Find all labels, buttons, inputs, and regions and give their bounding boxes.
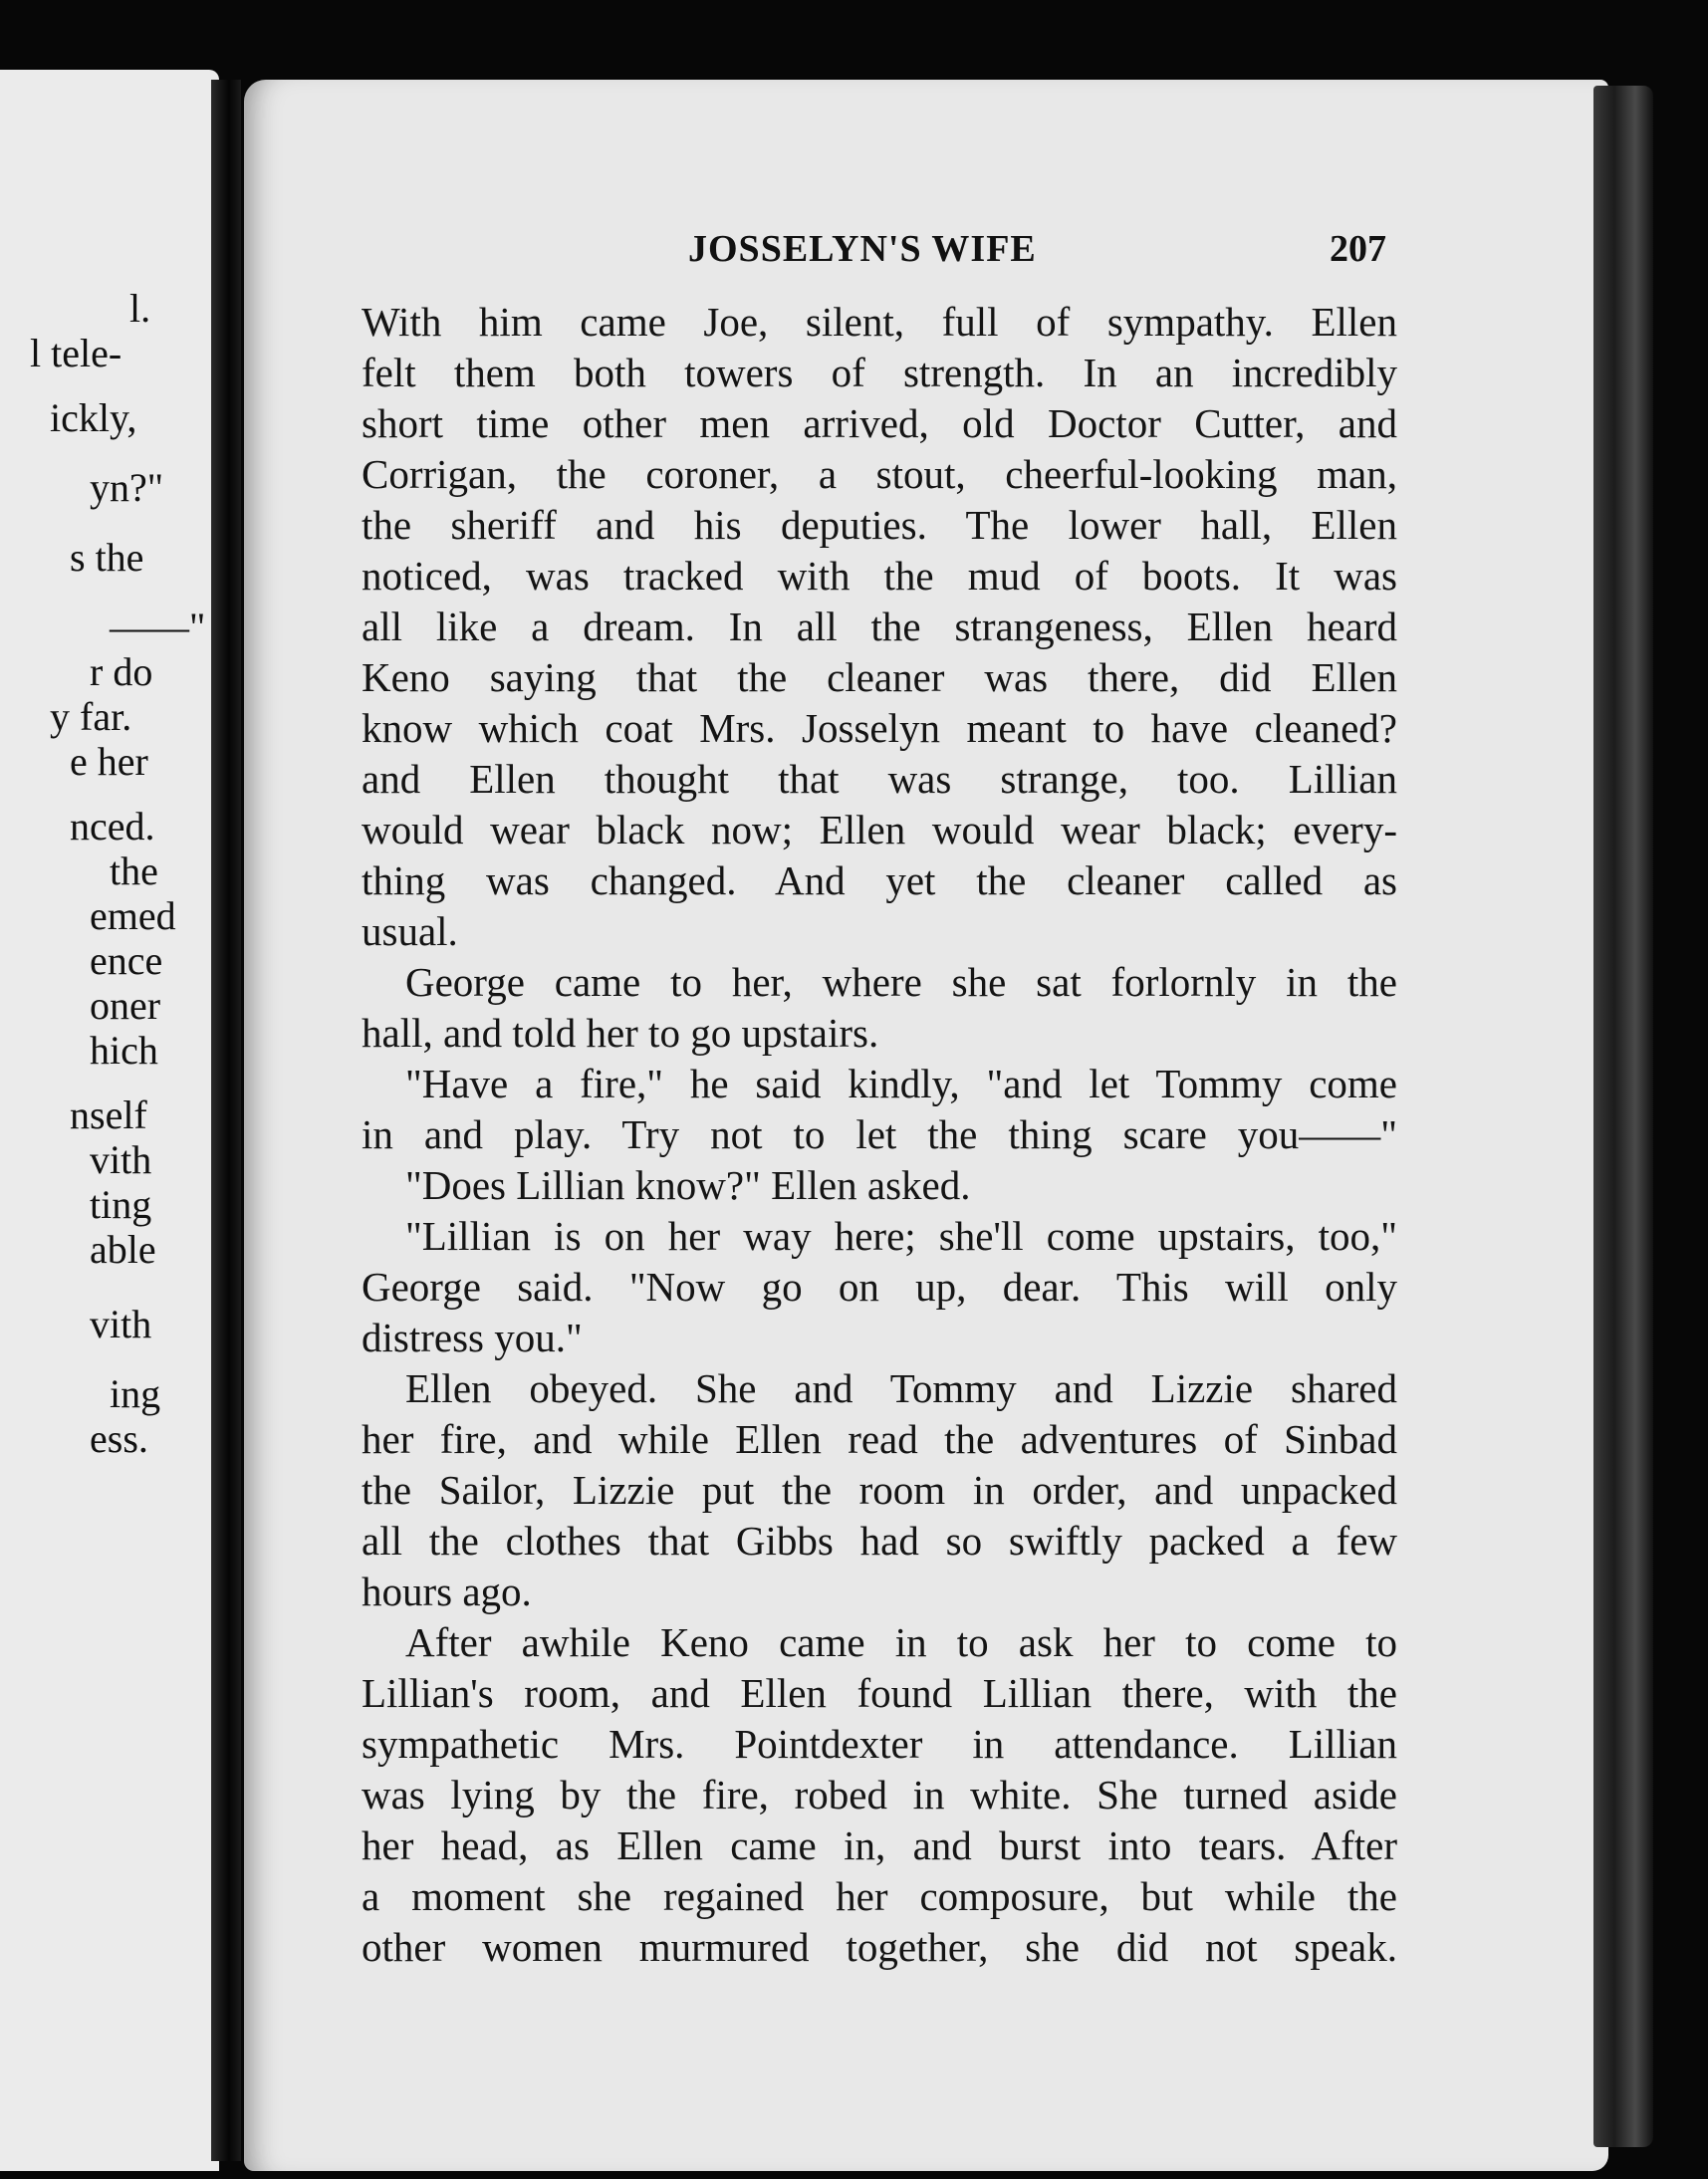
text-line: Ellen obeyed. She and Tommy and Lizzie shared [405, 1365, 1397, 1411]
text-line: other women murmured together, she did not speak. [362, 1924, 1397, 1970]
left-page-fragment: ence [90, 938, 163, 983]
left-page-fragment: ess. [90, 1416, 148, 1461]
text-line: all like a dream. In all the strangeness, Ellen heard [362, 604, 1397, 649]
text-line: in and play. Try not to let the thing scare you——" [362, 1111, 1397, 1157]
left-page-fragment: ing [110, 1371, 161, 1416]
text-line: would wear black now; Ellen would wear black; every- [362, 807, 1397, 852]
right-page [244, 80, 1608, 2171]
left-page-fragment: r do [90, 649, 153, 694]
page-number: 207 [1330, 228, 1386, 270]
left-page-fragment: hich [90, 1028, 158, 1073]
left-page-fragment: vith [90, 1137, 152, 1182]
text-line: Keno saying that the cleaner was there, did Ellen [362, 654, 1397, 700]
left-page-fragment: e her [70, 739, 148, 784]
left-page-fragment: yn?" [90, 465, 164, 510]
left-page-fragment: s the [70, 535, 144, 580]
text-line: the sheriff and his deputies. The lower hall, Ellen [362, 502, 1397, 548]
book-gutter [211, 80, 241, 2161]
text-line: distress you." [362, 1315, 583, 1360]
text-line: Corrigan, the coroner, a stout, cheerful-looking man, [362, 451, 1397, 497]
left-page-fragment: l. [129, 286, 151, 331]
text-line: "Have a fire," he said kindly, "and let Tommy come [405, 1061, 1397, 1106]
text-line: thing was changed. And yet the cleaner called as [362, 857, 1397, 903]
text-line: hall, and told her to go upstairs. [362, 1010, 879, 1056]
text-line: felt them both towers of strength. In an incredibly [362, 350, 1397, 395]
left-page-fragment: oner [90, 983, 161, 1028]
text-line: "Does Lillian know?" Ellen asked. [405, 1162, 971, 1208]
left-page-fragment: the [110, 848, 158, 893]
left-page-fragment: ——" [110, 605, 206, 649]
text-line: George came to her, where she sat forlornly in the [405, 959, 1397, 1005]
text-line: usual. [362, 908, 458, 954]
text-line: hours ago. [362, 1569, 532, 1614]
text-line: sympathetic Mrs. Pointdexter in attendance. Lillian [362, 1721, 1397, 1767]
text-line: know which coat Mrs. Josselyn meant to have cleaned? [362, 705, 1397, 751]
left-facing-page [0, 70, 219, 2171]
text-line: all the clothes that Gibbs had so swiftly packed a few [362, 1518, 1397, 1564]
text-line: her fire, and while Ellen read the adventures of Sinbad [362, 1416, 1397, 1462]
text-line: George said. "Now go on up, dear. This will only [362, 1264, 1397, 1310]
left-page-fragment: nced. [70, 804, 155, 848]
text-line: her head, as Ellen came in, and burst into tears. After [362, 1822, 1397, 1868]
left-page-fragment: nself [70, 1092, 147, 1137]
text-line: the Sailor, Lizzie put the room in order, and unpacked [362, 1467, 1397, 1513]
left-page-fragment: vith [90, 1302, 152, 1346]
running-title: JOSSELYN'S WIFE [688, 228, 1037, 270]
text-line: and Ellen thought that was strange, too. Lillian [362, 756, 1397, 802]
left-page-fragment: y far. [50, 694, 132, 739]
text-line: "Lillian is on her way here; she'll come upstairs, too," [405, 1213, 1397, 1259]
left-page-fragment: able [90, 1227, 156, 1272]
body-text [362, 297, 1397, 1973]
left-page-fragment: l tele- [30, 331, 122, 375]
left-page-fragment: ting [90, 1182, 152, 1227]
text-line: noticed, was tracked with the mud of boots. It was [362, 553, 1397, 599]
text-line: Lillian's room, and Ellen found Lillian there, with the [362, 1670, 1397, 1716]
left-page-fragment: ickly, [50, 395, 137, 440]
page-edge [1593, 86, 1653, 2147]
text-line: a moment she regained her composure, but while the [362, 1873, 1397, 1919]
text-line: With him came Joe, silent, full of sympathy. Ellen [362, 299, 1397, 345]
left-page-fragment: emed [90, 893, 176, 938]
text-line: was lying by the fire, robed in white. She turned aside [362, 1772, 1397, 1817]
text-line: short time other men arrived, old Doctor Cutter, and [362, 400, 1397, 446]
text-line: After awhile Keno came in to ask her to come to [405, 1619, 1397, 1665]
